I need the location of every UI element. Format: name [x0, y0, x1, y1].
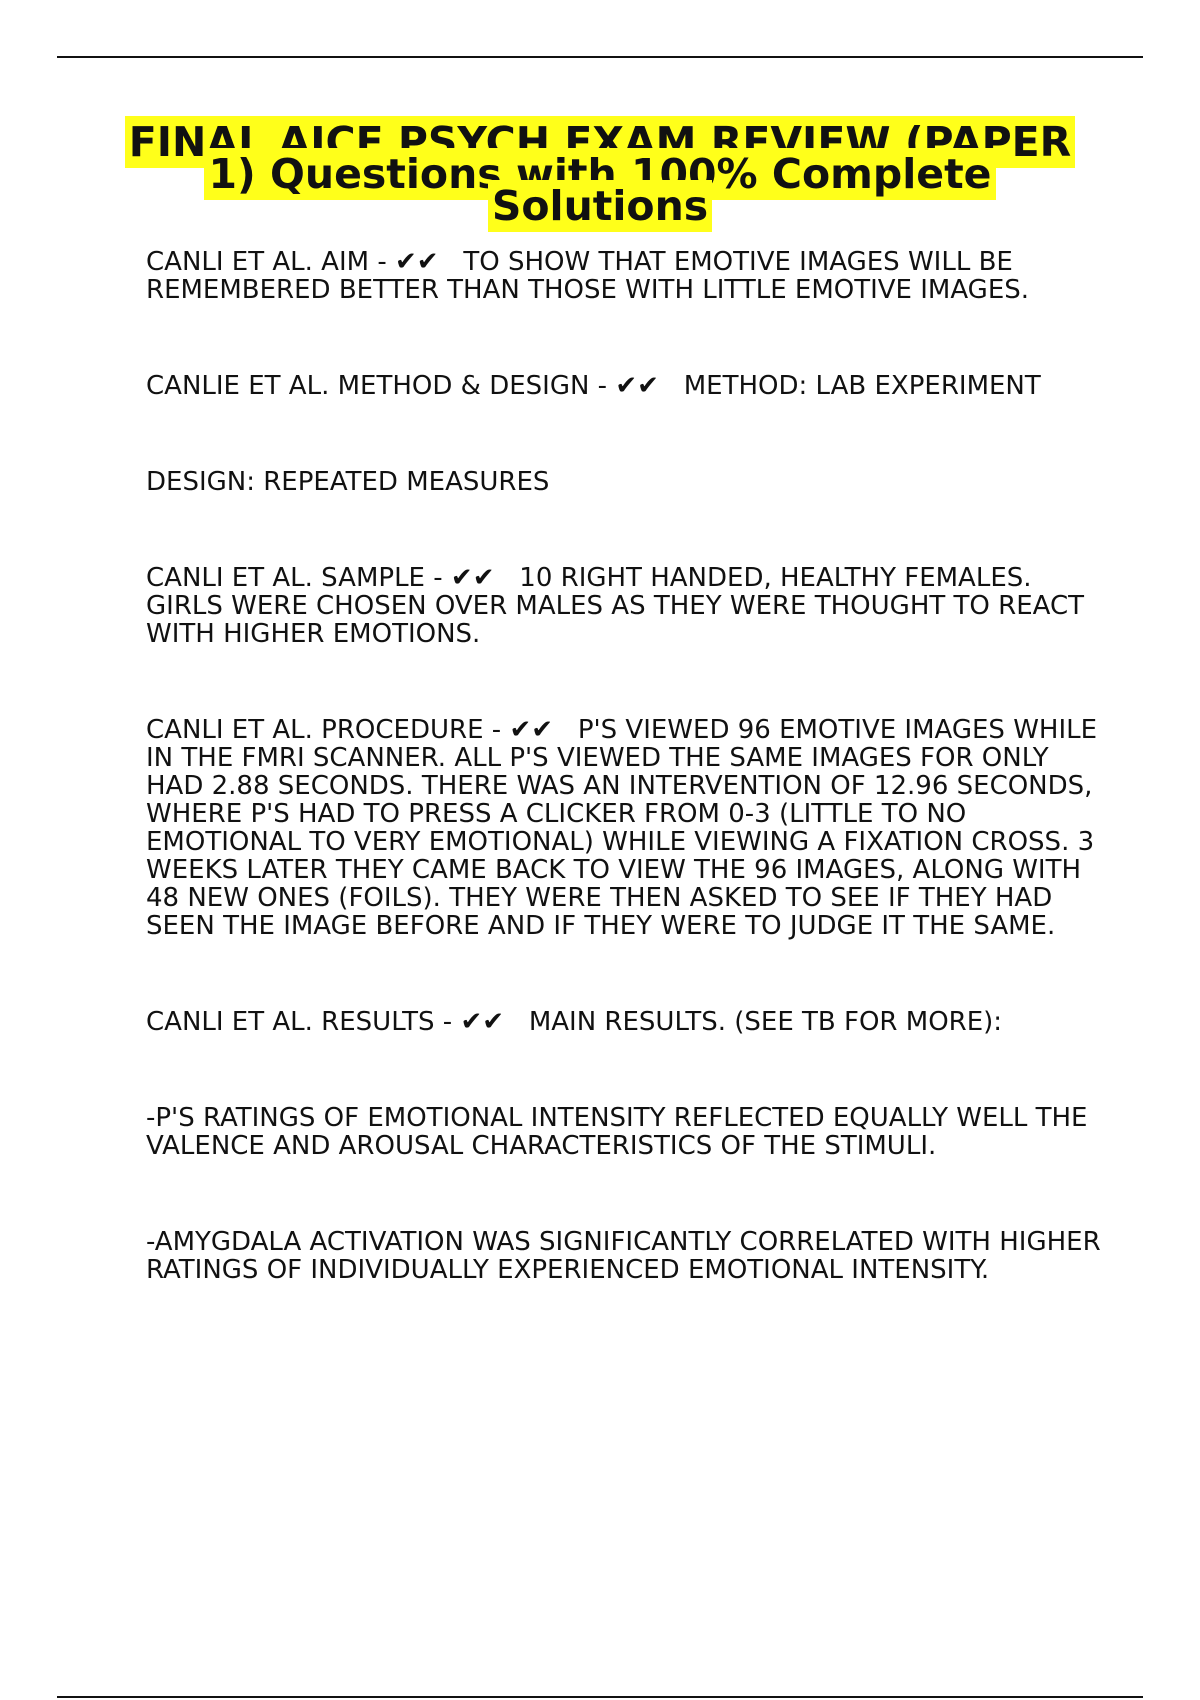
entry-term: CANLI ET AL. PROCEDURE: [146, 715, 484, 745]
document-title: FINAL AICE PSYCH EXAM REVIEW (PAPER 1) Questions with 100% Complete Solutions: [125, 116, 1075, 232]
entry-answer: METHOD: LAB EXPERIMENT: [683, 371, 1041, 401]
entry-term: CANLI ET AL. RESULTS: [146, 1007, 435, 1037]
entry-answer: P'S VIEWED 96 EMOTIVE IMAGES WHILE IN THE FMRI SCANNER. ALL P'S VIEWED THE SAME IMAGES FOR ONLY HAD 2.88 SECONDS. THERE WAS AN INTERVENTION OF 12.96 SECONDS, WHERE P'S HAD TO PRESS A CLICKER FROM 0-3 (LITTLE TO NO EMOTIONAL TO VERY EMOTIONAL) WHILE VIEWING A FIXATION CROSS. 3 WEEKS LATER THEY CAME BACK TO VIEW THE 96 IMAGES, ALONG WITH 48 NEW ONES (FOILS). THEY WERE THEN ASKED TO SEE IF THEY HAD SEEN THE IMAGE BEFORE AND IF THEY WERE TO JUDGE IT THE SAME.: [146, 715, 1106, 941]
entry-answer: MAIN RESULTS. (SEE TB FOR MORE):: [528, 1007, 1003, 1037]
document-body: [146, 247, 1109, 1285]
double-check-icon: ✔✔: [460, 1007, 505, 1037]
qa-entry-sample: [146, 564, 1106, 648]
entry-separator: -: [589, 371, 616, 401]
text-entry-design: DESIGN: REPEATED MEASURES: [146, 467, 550, 497]
entry-separator: -: [424, 563, 451, 593]
qa-entry-procedure: [146, 716, 1106, 940]
double-check-icon: ✔✔: [395, 247, 439, 277]
qa-entry-aim: [146, 248, 1106, 304]
qa-entry-results: [146, 1008, 1106, 1036]
entry-separator: -: [483, 715, 510, 745]
entry-separator: -: [434, 1007, 461, 1037]
entry-answer: TO SHOW THAT EMOTIVE IMAGES WILL BE REMEMBERED BETTER THAN THOSE WITH LITTLE EMOTIVE IMAGES.: [146, 247, 1030, 305]
entry-term: CANLI ET AL. SAMPLE: [146, 563, 425, 593]
top-rule: [57, 56, 1143, 58]
qa-entry-method-design: [146, 372, 1106, 400]
double-check-icon: ✔✔: [450, 563, 495, 593]
entry-term: CANLIE ET AL. METHOD & DESIGN: [146, 371, 590, 401]
text-entry-result-ratings: -P'S RATINGS OF EMOTIONAL INTENSITY REFLECTED EQUALLY WELL THE VALENCE AND AROUSAL CHARACTERISTICS OF THE STIMULI.: [146, 1103, 1096, 1161]
entry-term: CANLI ET AL. AIM: [146, 247, 370, 277]
entry-answer: 10 RIGHT HANDED, HEALTHY FEMALES. GIRLS WERE CHOSEN OVER MALES AS THEY WERE THOUGHT TO REACT WITH HIGHER EMOTIONS.: [146, 563, 1093, 649]
bottom-rule: [57, 1696, 1143, 1698]
double-check-icon: ✔✔: [509, 715, 554, 745]
title-block: [100, 118, 1100, 230]
double-check-icon: ✔✔: [615, 371, 659, 401]
text-entry-result-amygdala: -AMYGDALA ACTIVATION WAS SIGNIFICANTLY CORRELATED WITH HIGHER RATINGS OF INDIVIDUALLY EXPERIENCED EMOTIONAL INTENSITY.: [146, 1227, 1109, 1285]
entry-separator: -: [369, 247, 395, 277]
